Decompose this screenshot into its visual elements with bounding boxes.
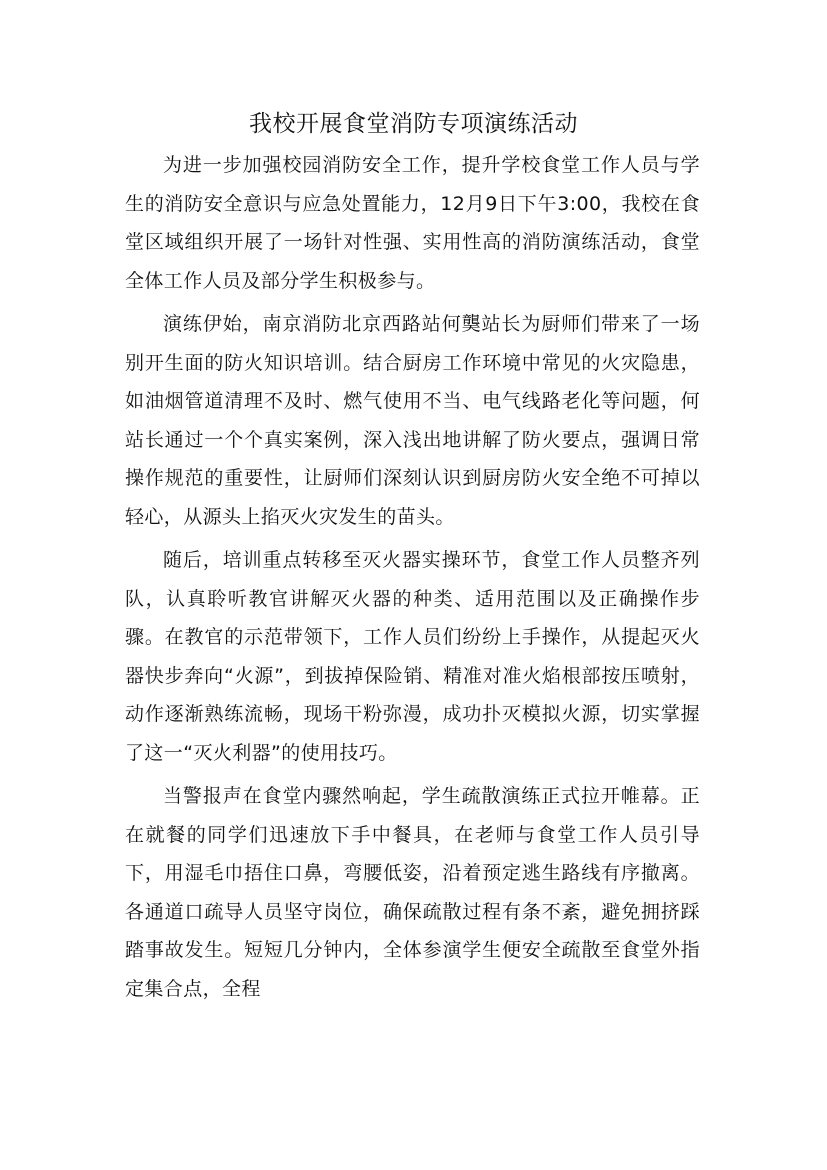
document-title: 我校开展食堂消防专项演练活动 — [249, 111, 578, 137]
paragraph-extinguisher-practice: 随后，培训重点转移至灭火器实操环节，食堂工作人员整齐列队，认真聆听教官讲解灭火器的种类、适用范围以及正确操作步骤。在教官的示范带领下，工作人员们纷纷上手操作，从提起灭火器快步奔向“火源”，到拔掉保险销、精准对准火焰根部按压喷射，动作逐渐熟练流畅，现场干粉弥漫，成功扑灭模拟火源，切实掌握了这一“灭火利器”的使用技巧。 — [125, 549, 700, 764]
document-body — [125, 146, 700, 1013]
paragraph-training: 演练伊始，南京消防北京西路站何龑站长为厨师们带来了一场别开生面的防火知识培训。结合厨房工作环境中常见的火灾隐患，如油烟管道清理不及时、燃气使用不当、电气线路老化等问题，何站长通过一个个真实案例，深入浅出地讲解了防火要点，强调日常操作规范的重要性，让厨师们深刻认识到厨房防火安全绝不可掉以轻心，从源头上掐灭火灾发生的苗头。 — [125, 313, 700, 528]
paragraph-intro: 为进一步加强校园消防安全工作，提升学校食堂工作人员与学生的消防安全意识与应急处置能力，12月9日下午3:00，我校在食堂区域组织开展了一场针对性强、实用性高的消防演练活动，食堂全体工作人员及部分学生积极参与。 — [125, 154, 700, 292]
paragraph-evacuation: 当警报声在食堂内骤然响起，学生疏散演练正式拉开帷幕。正在就餐的同学们迅速放下手中餐具，在老师与食堂工作人员引导下，用湿毛巾捂住口鼻，弯腰低姿，沿着预定逃生路线有序撤离。各通道口疏导人员坚守岗位，确保疏散过程有条不紊，避免拥挤踩踏事故发生。短短几分钟内，全体参演学生便安全疏散至食堂外指定集合点，全程 — [125, 785, 700, 1000]
